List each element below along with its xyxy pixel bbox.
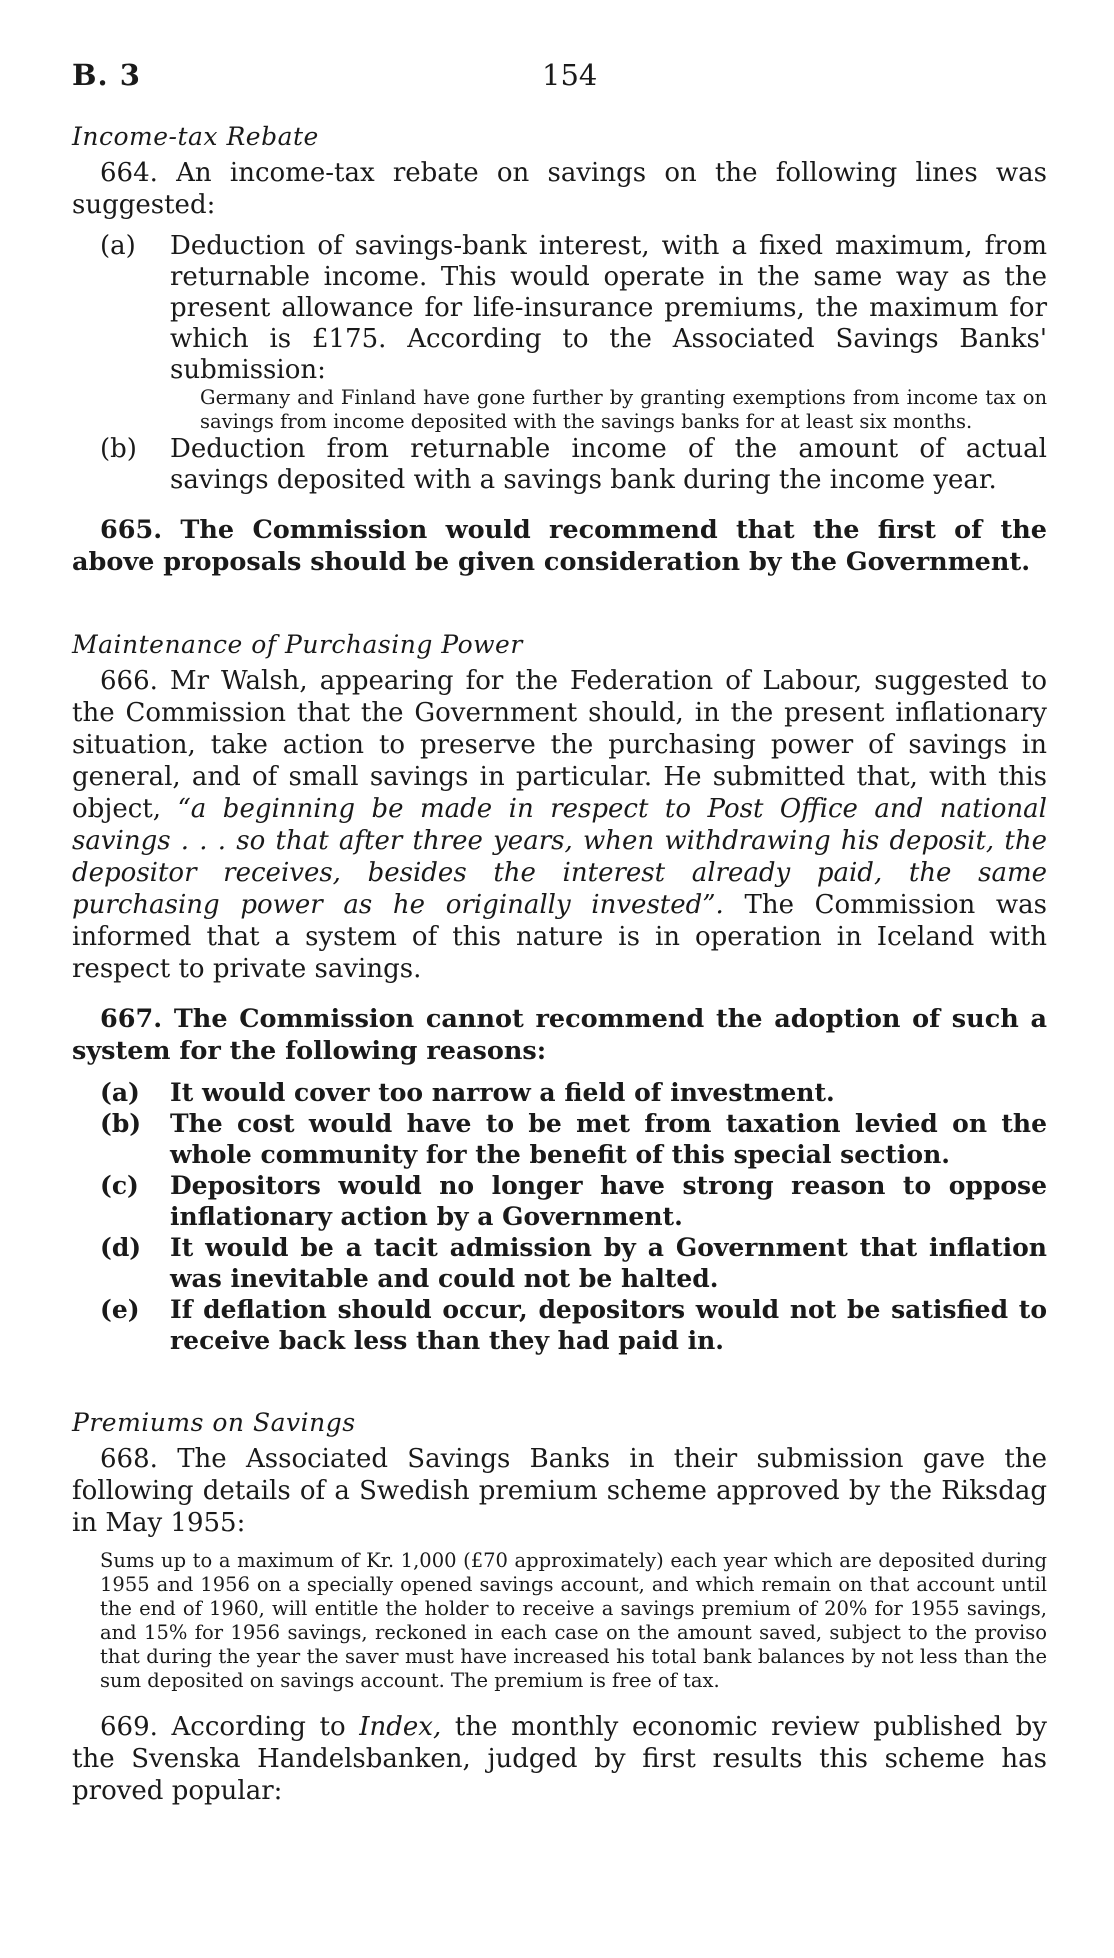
page-header xyxy=(72,58,1047,102)
item-text: It would cover too narrow a field of investment. xyxy=(170,1078,835,1107)
item-label: (d) xyxy=(100,1233,142,1262)
paragraph-665: 665. The Commission would recommend that the first of the above proposals should be given consideration by the Government. xyxy=(72,515,1047,577)
document-page xyxy=(72,58,1047,1807)
item-text: Deduction of savings-bank interest, with a fixed maximum, from returnable income. This would operate in the same way as the present allowance for life-insurance premiums, the maximum for which is £175. According to the Associated Savings Banks' submission: xyxy=(170,231,1047,385)
item-text: It would be a tacit admission by a Government that inflation was inevitable and could not be halted. xyxy=(170,1233,1047,1293)
list-item xyxy=(100,231,1047,386)
paragraph-669-text-b: the monthly economic review published by the Svenska Handelsbanken, judged by first results this scheme has proved popular: xyxy=(72,1712,1047,1806)
list-item xyxy=(100,1294,1047,1356)
publication-title-index: Index, xyxy=(359,1712,442,1742)
item-text: Depositors would no longer have strong reason to oppose inflationary action by a Government. xyxy=(170,1171,1047,1231)
page-number: 154 xyxy=(542,58,598,92)
item-text: The cost would have to be met from taxation levied on the whole community for the benefit of this special section. xyxy=(170,1109,1047,1169)
paragraph-666-text-a: 666. Mr Walsh, appearing for the Federation of Labour, suggested to the Commission that the Government should, in the present inflationary situation, take action to preserve the purchasing power of savings in general, and of small savings in particular. He submitted that, with this object, xyxy=(72,666,1047,824)
item-label: (b) xyxy=(100,1109,142,1138)
rebate-list xyxy=(72,231,1047,496)
item-label: (e) xyxy=(100,1295,140,1324)
item-text: If deflation should occur, depositors would not be satisfied to receive back less than they had paid in. xyxy=(170,1295,1047,1355)
item-label: (a) xyxy=(100,231,136,261)
paragraph-664: 664. An income-tax rebate on savings on the following lines was suggested: xyxy=(72,158,1047,220)
section-code: B. 3 xyxy=(72,58,141,92)
reasons-list xyxy=(72,1077,1047,1356)
paragraph-669 xyxy=(72,1711,1047,1807)
list-item xyxy=(100,1170,1047,1232)
paragraph-666 xyxy=(72,665,1047,985)
paragraph-666-text-b: The Commission was informed that a system of this nature is in operation in Iceland with respect to private savings. xyxy=(72,890,1047,984)
item-label: (c) xyxy=(100,1171,139,1200)
paragraph-666-quote: “a beginning be made in respect to Post Office and national savings . . . so that after three years, when withdrawing his deposit, the depositor receives, besides the interest already paid, the same purchasing power as he originally invested”. xyxy=(72,794,1047,920)
paragraph-669-text-a: 669. According to xyxy=(100,1712,360,1742)
paragraph-667: 667. The Commission cannot recommend the adoption of such a system for the following reasons: xyxy=(72,1004,1047,1066)
heading-purchasing-power: Maintenance of Purchasing Power xyxy=(72,630,523,659)
heading-premiums-on-savings: Premiums on Savings xyxy=(72,1408,356,1437)
item-label: (b) xyxy=(100,434,137,464)
quote-swedish-scheme: Sums up to a maximum of Kr. 1,000 (£70 approximately) each year which are deposited during 1955 and 1956 on a specially opened savings account, and which remain on that account until the end of 1960, will entitle the holder to receive a savings premium of 20% for 1955 savings, and 15% for 1956 savings, reckoned in each case on the amount saved, subject to the proviso that during the year the saver must have increased his total bank balances by not less than the sum deposited on savings account. The premium is free of tax. xyxy=(100,1549,1047,1692)
item-text: Deduction from returnable income of the amount of actual savings deposited with a savings bank during the income year. xyxy=(170,434,1047,495)
heading-income-tax-rebate: Income-tax Rebate xyxy=(72,122,319,151)
list-item xyxy=(100,1108,1047,1170)
list-item xyxy=(100,1077,1047,1108)
paragraph-668: 668. The Associated Savings Banks in their submission gave the following details of a Swedish premium scheme approved by the Riksdag in May 1955: xyxy=(72,1444,1047,1538)
quote-germany-finland: Germany and Finland have gone further by granting exemptions from income tax on savings from income deposited with the savings banks for at least six months. xyxy=(200,386,1047,433)
item-label: (a) xyxy=(100,1078,140,1107)
list-item xyxy=(100,1232,1047,1294)
list-item xyxy=(100,434,1047,496)
